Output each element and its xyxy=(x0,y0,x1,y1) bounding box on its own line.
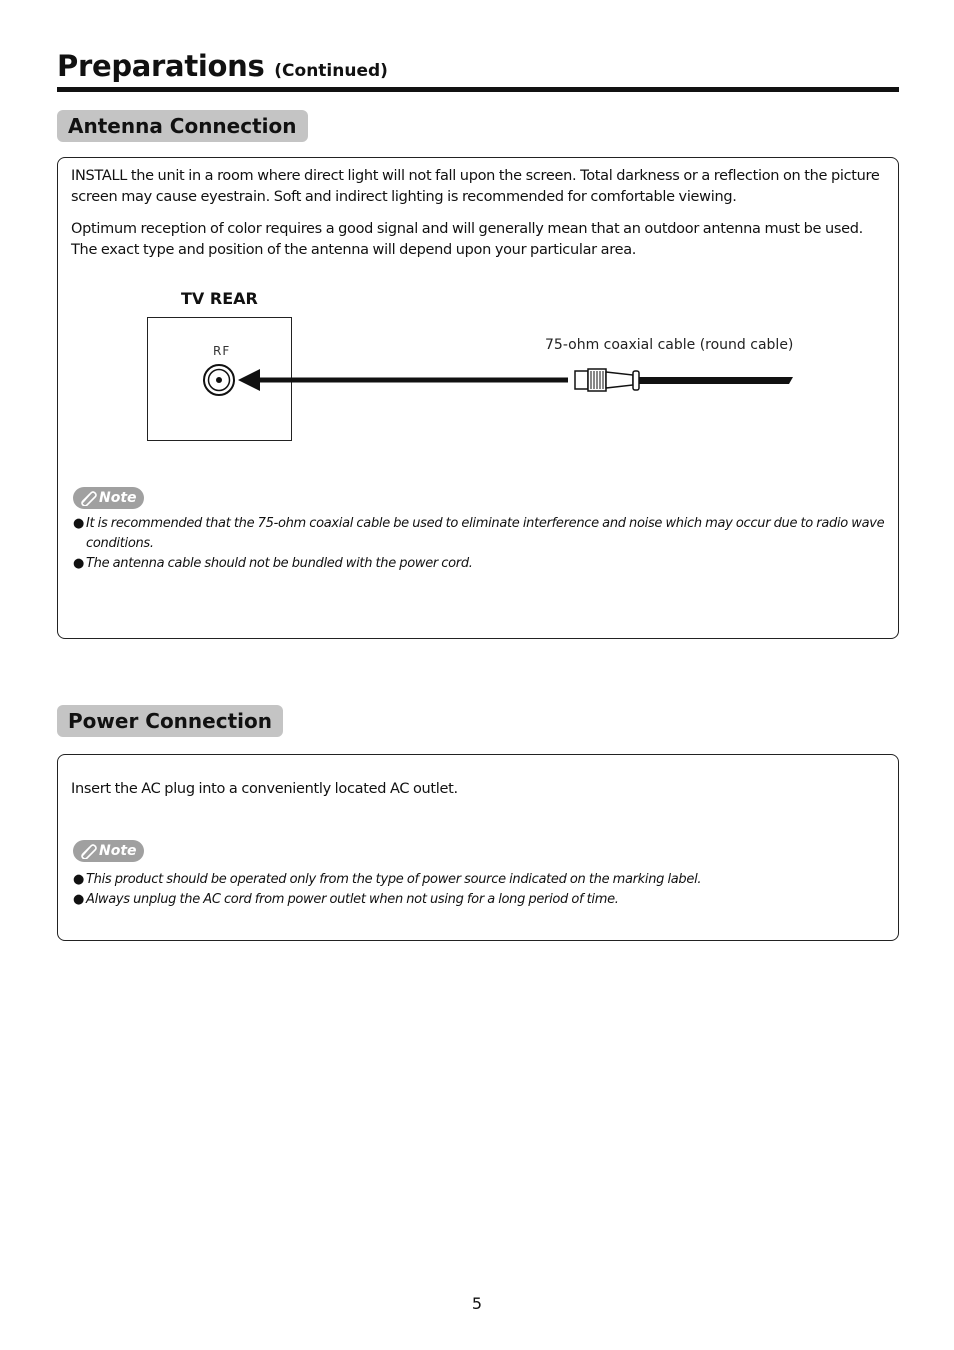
arrow-left-icon xyxy=(238,369,568,391)
paperclip-icon xyxy=(79,490,97,506)
antenna-section-heading: Antenna Connection xyxy=(57,110,308,142)
page-number: 5 xyxy=(471,1294,483,1313)
bullet: ● xyxy=(73,556,85,571)
power-section-heading: Power Connection xyxy=(57,705,283,737)
power-content-box xyxy=(57,754,899,941)
power-notes-list xyxy=(73,870,886,910)
title-rule xyxy=(57,87,899,92)
power-paragraph: Insert the AC plug into a conveniently located AC outlet. xyxy=(71,781,458,797)
antenna-note-badge xyxy=(73,487,144,509)
bullet: ● xyxy=(73,516,85,531)
bullet: ● xyxy=(73,872,85,887)
rf-port-icon xyxy=(204,365,234,395)
antenna-note-1: It is recommended that the 75-ohm coaxial cable be used to eliminate interference and noise which may occur due to radio wave conditions. xyxy=(86,516,885,551)
power-note-badge xyxy=(73,840,144,862)
bullet: ● xyxy=(73,892,85,907)
antenna-note-2: The antenna cable should not be bundled with the power cord. xyxy=(86,556,473,571)
list-item xyxy=(73,514,886,554)
rf-port-label: RF xyxy=(213,344,231,358)
paperclip-icon xyxy=(79,843,97,859)
page-title-text: Preparations xyxy=(57,49,265,83)
antenna-note-label: Note xyxy=(99,490,137,506)
antenna-paragraph-2: Optimum reception of color requires a good signal and will generally mean that an outdoor antenna must be used. The exact type and position of the antenna will depend upon your particular area. xyxy=(71,221,863,258)
antenna-paragraph-1: INSTALL the unit in a room where direct light will not fall upon the screen. Total darkness or a reflection on the picture screen may cause eyestrain. Soft and indirect lighting is recommended for comfortable viewing. xyxy=(71,168,880,205)
coax-plug-icon xyxy=(575,369,639,391)
antenna-content-box xyxy=(57,157,899,639)
cable-label: 75-ohm coaxial cable (round cable) xyxy=(545,337,794,353)
list-item xyxy=(73,870,886,890)
tv-rear-label: TV REAR xyxy=(181,289,258,308)
power-note-2: Always unplug the AC cord from power outlet when not using for a long period of time. xyxy=(86,892,619,907)
power-note-1: This product should be operated only from the type of power source indicated on the marking label. xyxy=(86,872,702,887)
connection-diagram xyxy=(58,158,900,458)
page-title xyxy=(57,48,388,89)
power-note-label: Note xyxy=(99,843,137,859)
coax-cable xyxy=(639,377,793,384)
list-item xyxy=(73,890,886,910)
list-item xyxy=(73,554,886,574)
antenna-notes-list xyxy=(73,514,886,574)
page-subtitle: (Continued) xyxy=(274,61,388,81)
